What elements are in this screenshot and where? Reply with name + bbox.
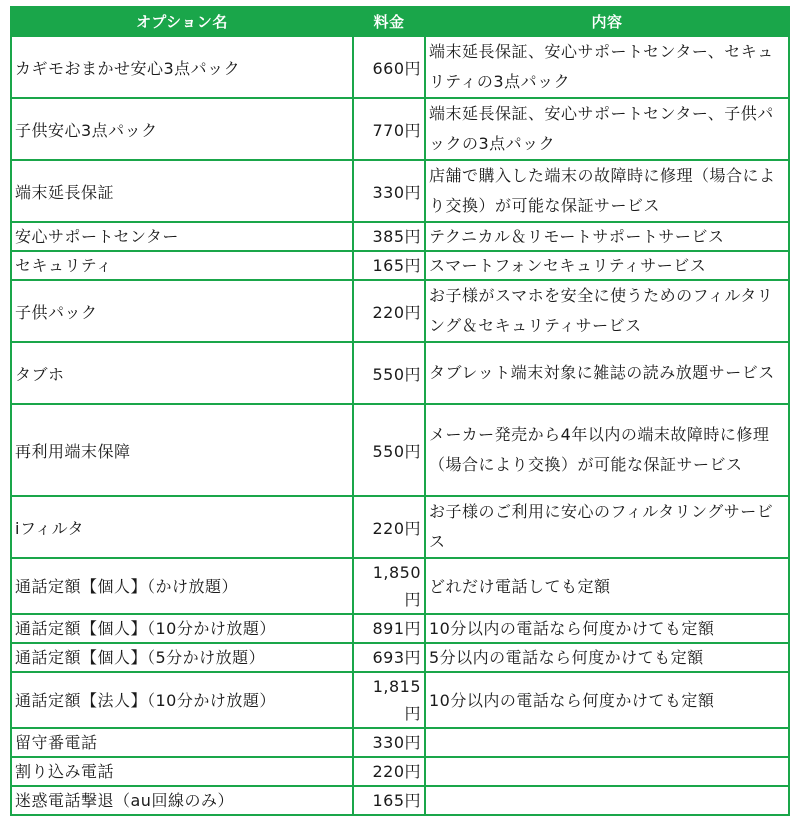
description-cell: タブレット端末対象に雑誌の読み放題サービス xyxy=(425,342,789,404)
description-cell: どれだけ電話しても定額 xyxy=(425,558,789,614)
description-cell xyxy=(425,757,789,786)
table-row xyxy=(11,36,789,98)
description-cell xyxy=(425,728,789,757)
option-name-cell: 端末延長保証 xyxy=(11,160,353,222)
price-cell: 891円 xyxy=(353,614,425,643)
table-row xyxy=(11,643,789,672)
table-row xyxy=(11,558,789,614)
option-name-cell: 迷惑電話撃退（au回線のみ） xyxy=(11,786,353,815)
price-cell: 220円 xyxy=(353,757,425,786)
table-row xyxy=(11,404,789,496)
option-name-cell: 通話定額【個人】（かけ放題） xyxy=(11,558,353,614)
option-name-cell: 割り込み電話 xyxy=(11,757,353,786)
table-row xyxy=(11,280,789,342)
description-cell: 10分以内の電話なら何度かけても定額 xyxy=(425,614,789,643)
option-name-cell: カギモおまかせ安心3点パック xyxy=(11,36,353,98)
price-cell: 165円 xyxy=(353,786,425,815)
price-cell: 693円 xyxy=(353,643,425,672)
table-row xyxy=(11,496,789,558)
price-cell: 330円 xyxy=(353,728,425,757)
table-row xyxy=(11,251,789,280)
option-name-cell: 留守番電話 xyxy=(11,728,353,757)
option-name-cell: iフィルタ xyxy=(11,496,353,558)
description-cell: 店舗で購入した端末の故障時に修理（場合により交換）が可能な保証サービス xyxy=(425,160,789,222)
price-cell: 220円 xyxy=(353,280,425,342)
description-cell xyxy=(425,786,789,815)
description-cell: お子様のご利用に安心のフィルタリングサービス xyxy=(425,496,789,558)
table-row xyxy=(11,786,789,815)
price-cell: 1,850円 xyxy=(353,558,425,614)
table-row xyxy=(11,757,789,786)
table-header-row xyxy=(11,7,789,36)
description-cell: 5分以内の電話なら何度かけても定額 xyxy=(425,643,789,672)
description-cell: テクニカル＆リモートサポートサービス xyxy=(425,222,789,251)
price-cell: 330円 xyxy=(353,160,425,222)
description-cell: お子様がスマホを安全に使うためのフィルタリング＆セキュリティサービス xyxy=(425,280,789,342)
table-row xyxy=(11,98,789,160)
option-name-cell: 安心サポートセンター xyxy=(11,222,353,251)
table-row xyxy=(11,614,789,643)
table-row xyxy=(11,728,789,757)
price-cell: 165円 xyxy=(353,251,425,280)
option-name-cell: 再利用端末保障 xyxy=(11,404,353,496)
price-cell: 550円 xyxy=(353,342,425,404)
header-price: 料金 xyxy=(353,7,425,36)
header-description: 内容 xyxy=(425,7,789,36)
table-row xyxy=(11,160,789,222)
price-cell: 770円 xyxy=(353,98,425,160)
description-cell: 10分以内の電話なら何度かけても定額 xyxy=(425,672,789,728)
description-cell: 端末延長保証、安心サポートセンター、子供パックの3点パック xyxy=(425,98,789,160)
table-row xyxy=(11,672,789,728)
price-cell: 660円 xyxy=(353,36,425,98)
option-name-cell: タブホ xyxy=(11,342,353,404)
price-cell: 550円 xyxy=(353,404,425,496)
table-row xyxy=(11,222,789,251)
header-option-name: オプション名 xyxy=(11,7,353,36)
option-name-cell: 通話定額【個人】（5分かけ放題） xyxy=(11,643,353,672)
table-row xyxy=(11,342,789,404)
option-name-cell: 通話定額【個人】（10分かけ放題） xyxy=(11,614,353,643)
option-table xyxy=(10,6,790,816)
description-cell: メーカー発売から4年以内の端末故障時に修理（場合により交換）が可能な保証サービス xyxy=(425,404,789,496)
description-cell: 端末延長保証、安心サポートセンター、セキュリティの3点パック xyxy=(425,36,789,98)
option-name-cell: セキュリティ xyxy=(11,251,353,280)
option-name-cell: 子供パック xyxy=(11,280,353,342)
price-cell: 1,815円 xyxy=(353,672,425,728)
price-cell: 220円 xyxy=(353,496,425,558)
option-name-cell: 通話定額【法人】（10分かけ放題） xyxy=(11,672,353,728)
option-name-cell: 子供安心3点パック xyxy=(11,98,353,160)
description-cell: スマートフォンセキュリティサービス xyxy=(425,251,789,280)
price-cell: 385円 xyxy=(353,222,425,251)
